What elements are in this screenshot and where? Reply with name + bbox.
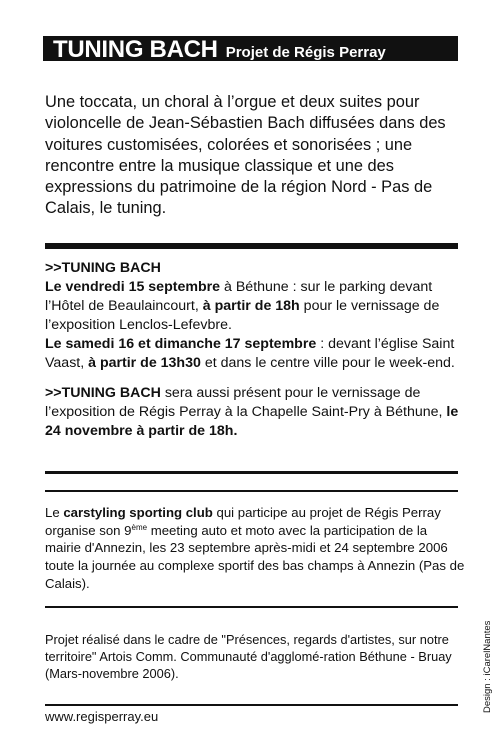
club-paragraph	[45, 504, 465, 593]
title-banner	[43, 36, 458, 61]
project-note: Projet réalisé dans le cadre de "Présences, regards d'artistes, sur notre territoire" Artois Comm. Communauté d'agglomé-ration Béthune - Bruay (Mars-novembre 2006).	[45, 632, 452, 682]
paragraph-gap	[45, 373, 465, 384]
intro-paragraph: Une toccata, un choral à l’orgue et deux suites pour violoncelle de Jean-Sébastien Bach diffusées dans des voitures customisées, colorées et sonorisées ; une rencontre entre la musique classique et une des expressions du patrimoine de la région Nord - Pas de Calais, le tuning.	[45, 93, 446, 218]
footer-divider	[45, 704, 458, 706]
event-weekend-text-end: et dans le centre ville pour le week-end.	[200, 355, 455, 371]
club-text-mid: qui participe au projet de Régis Perray organise son 9	[45, 505, 441, 538]
event-friday-text-end: pour le vernissage de l’exposition Lenclos-Lefevbre.	[45, 298, 440, 333]
events-heading	[45, 259, 465, 278]
club-text-start: Le	[45, 505, 64, 520]
event-weekend	[45, 335, 465, 373]
design-credit: Design : iCarelNantes	[482, 620, 493, 713]
club-name: carstyling sporting club	[63, 505, 213, 520]
event-november-text: sera aussi présent pour le vernissage de l’exposition de Régis Perray à la Chapelle Saint-Pry à Béthune,	[45, 385, 447, 420]
events-heading-text: >>TUNING BACH	[45, 260, 161, 276]
page-subtitle: Projet de Régis Perray	[225, 44, 386, 61]
club-text-end: meeting auto et moto avec la participation de la mairie d'Annezin, les 23 septembre après-midi et 24 septembre 2006 toute la journée au complexe sportif des bas champs à Annezin (Pas de Calais).	[45, 522, 465, 591]
section-divider-thick	[45, 243, 458, 249]
section-divider	[45, 471, 458, 474]
section-divider-thin	[45, 606, 458, 608]
event-weekend-time: à partir de 13h30	[88, 355, 201, 371]
event-friday-date: Le vendredi 15 septembre	[45, 279, 221, 295]
page-title: TUNING BACH	[53, 36, 218, 61]
event-friday-text: à Béthune : sur le parking devant l’Hôtel de Beaulaincourt,	[45, 279, 433, 314]
event-friday-time: à partir de 18h	[202, 298, 300, 314]
event-november-heading: >>TUNING BACH	[45, 385, 161, 401]
event-november-date: le 24 novembre à partir de 18h.	[45, 404, 459, 439]
section-divider-thin	[45, 490, 458, 492]
event-weekend-text: : devant l’église Saint Vaast,	[45, 336, 455, 371]
website-link[interactable]: www.regisperray.eu	[45, 709, 159, 724]
events-section	[45, 259, 465, 441]
event-november	[45, 384, 465, 441]
event-friday	[45, 278, 465, 335]
ordinal-superscript: ème	[131, 522, 148, 532]
event-weekend-date: Le samedi 16 et dimanche 17 septembre	[45, 336, 317, 352]
